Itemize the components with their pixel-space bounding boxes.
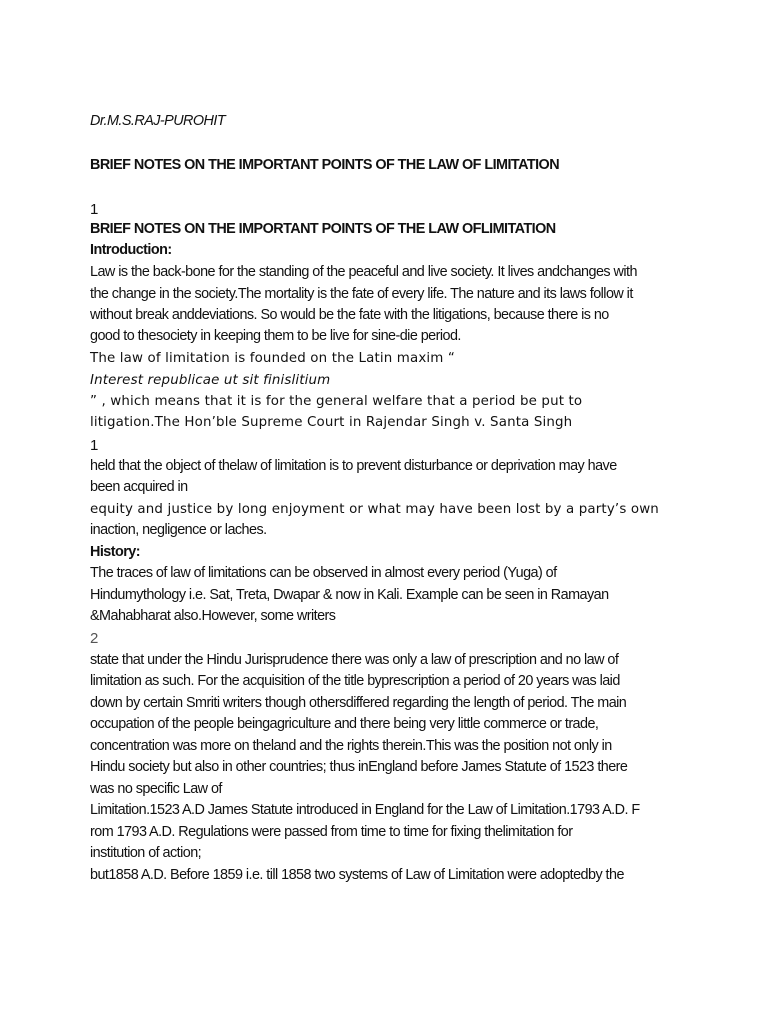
continuation-line: Limitation.1523 A.D James Statute introduced in England for the Law of Limitation.1793 A.D. F: [90, 802, 640, 818]
page-number: 1: [90, 201, 99, 218]
continuation-line: limitation as such. For the acquisition of the title byprescription a period of 20 years was laid: [90, 673, 620, 689]
continuation-line: concentration was more on theland and the rights therein.This was the position not only in: [90, 738, 612, 754]
title-repeat: BRIEF NOTES ON THE IMPORTANT POINTS OF THE LAW OFLIMITATION: [90, 221, 556, 237]
continuation-line: state that under the Hindu Jurisprudence there was only a law of prescription and no law of: [90, 652, 619, 668]
held-line: held that the object of thelaw of limitation is to prevent disturbance or deprivation may have: [90, 458, 617, 474]
continuation-line: was no specific Law of: [90, 781, 222, 797]
latin-maxim: Interest republicae ut sit finislitium: [90, 373, 331, 388]
history-line: The traces of law of limitations can be observed in almost every period (Yuga) of: [90, 565, 557, 581]
continuation-line: occupation of the people beingagriculture and there being very little commerce or trade,: [90, 716, 599, 732]
continuation-line: institution of action;: [90, 845, 202, 861]
intro-line: Law is the back-bone for the standing of the peaceful and live society. It lives andchanges with: [90, 264, 637, 280]
history-line: Hindumythology i.e. Sat, Treta, Dwapar & now in Kali. Example can be seen in Ramayan: [90, 587, 609, 603]
footnote-ref: 1: [90, 437, 99, 454]
maxim-explanation: ” , which means that it is for the general welfare that a period be put to: [90, 394, 583, 409]
history-line: &Mahabharat also.However, some writers: [90, 608, 336, 624]
author-line: Dr.M.S.RAJ-PUROHIT: [90, 113, 226, 129]
intro-line: good to thesociety in keeping them to be live for sine-die period.: [90, 328, 461, 344]
equity-line: equity and justice by long enjoyment or what may have been lost by a party’s own: [90, 502, 659, 517]
document-title: BRIEF NOTES ON THE IMPORTANT POINTS OF THE LAW OF LIMITATION: [90, 157, 560, 173]
inaction-line: inaction, negligence or laches.: [90, 522, 267, 538]
continuation-line: rom 1793 A.D. Regulations were passed from time to time for fixing thelimitation for: [90, 824, 573, 840]
introduction-heading: Introduction:: [90, 242, 172, 258]
continuation-line: but1858 A.D. Before 1859 i.e. till 1858 two systems of Law of Limitation were adoptedby the: [90, 867, 624, 883]
held-line: been acquired in: [90, 479, 188, 495]
continuation-line: Hindu society but also in other countries; thus inEngland before James Statute of 1523 there: [90, 759, 628, 775]
maxim-intro-line: The law of limitation is founded on the Latin maxim “: [90, 351, 455, 366]
history-heading: History:: [90, 544, 140, 560]
continuation-line: down by certain Smriti writers though othersdiffered regarding the length of period. The main: [90, 695, 627, 711]
footnote-ref: 2: [90, 630, 99, 647]
intro-line: without break anddeviations. So would be the fate with the litigations, because there is no: [90, 307, 609, 323]
litigation-line: litigation.The Hon’ble Supreme Court in Rajendar Singh v. Santa Singh: [90, 415, 573, 430]
intro-line: the change in the society.The mortality is the fate of every life. The nature and its laws follow it: [90, 286, 633, 302]
